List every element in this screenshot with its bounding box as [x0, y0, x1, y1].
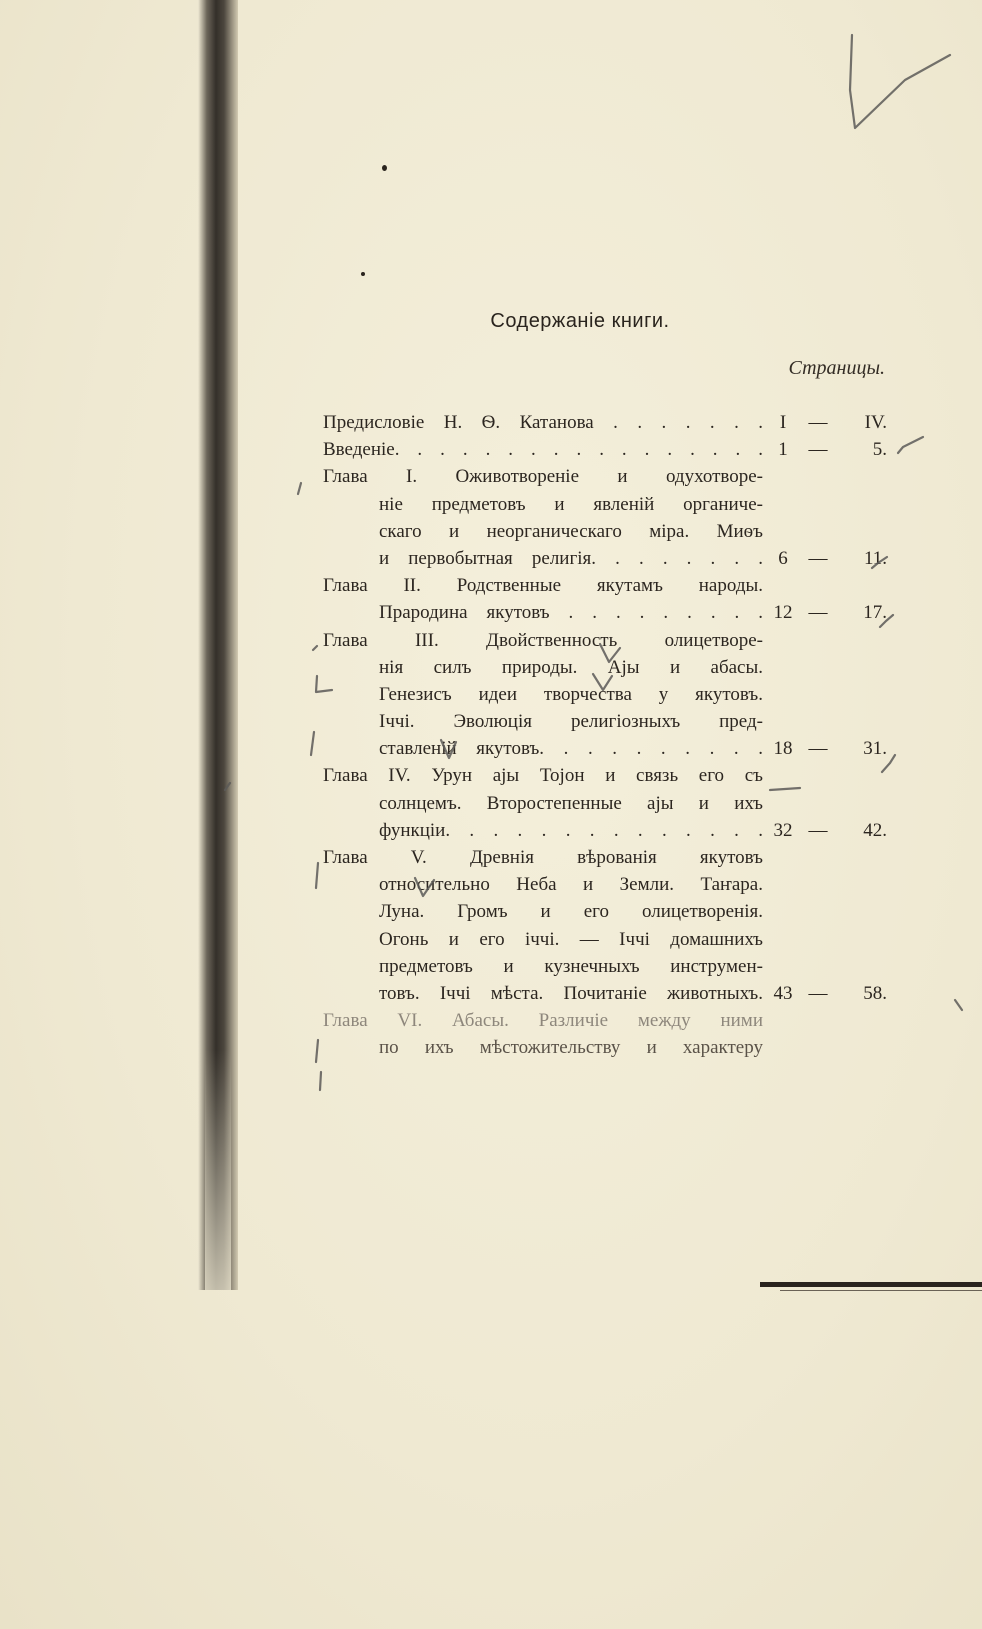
toc-entry-line	[323, 708, 893, 735]
toc-entry-text: Глава I. Оживотвореніе и одухотворе-	[323, 466, 763, 488]
toc-page-dash: —	[808, 602, 828, 624]
toc-page-start: 12	[773, 602, 793, 624]
toc-page-dash: —	[808, 547, 828, 569]
toc-entry-text: относительно Неба и Земли. Таҥара.	[379, 874, 763, 896]
toc-entry-text: товъ. Іччі мѣста. Почитаніе животныхъ.	[379, 982, 763, 1004]
toc-entry-text: Іччі. Эволюція религіозныхъ пред-	[379, 711, 763, 733]
toc-entry-line	[323, 627, 893, 654]
toc-entry-text: скаго и неорганическаго міра. Миѳъ	[379, 520, 763, 542]
toc-page-end: IV.	[864, 412, 887, 433]
toc-entry-text: функціи. . . . . . . . . . . . . .	[379, 819, 763, 841]
toc-entry-text: Глава VI. Абасы. Различіе между ними	[323, 1010, 763, 1032]
toc-entry-line	[323, 545, 893, 572]
ink-speck	[382, 165, 387, 171]
table-of-contents	[323, 409, 893, 1062]
toc-entry-text: Глава V. Древнія вѣрованія якутовъ	[323, 847, 763, 868]
toc-entry-line	[323, 491, 893, 518]
toc-page-end: 11.	[863, 547, 887, 569]
toc-entry-line	[323, 926, 893, 953]
toc-entry-line	[323, 817, 893, 844]
toc-page-start: 1	[778, 439, 788, 461]
toc-page-start: 43	[773, 982, 793, 1004]
toc-entry-text: ніе предметовъ и явленій органиче-	[379, 493, 763, 515]
toc-entry-text: Глава II. Родственные якутамъ народы.	[323, 575, 763, 597]
toc-page-dash: —	[808, 819, 828, 841]
toc-entry-text: Предисловіе Н. Ѳ. Катанова . . . . . . .	[323, 412, 763, 433]
toc-entry-text: нія силъ природы. Аjы и абасы.	[379, 656, 763, 678]
toc-entry-text: Глава III. Двойственность олицетворе-	[323, 629, 763, 651]
page-title: Содержаніе книги.	[490, 310, 670, 332]
toc-entry-line	[323, 1007, 893, 1034]
toc-page-end: 5.	[872, 439, 887, 461]
toc-entry-text: Луна. Громъ и его олицетворенія.	[379, 901, 763, 923]
toc-entry-line	[323, 518, 893, 545]
toc-page-start: I	[779, 412, 787, 433]
toc-entry-text: Прародина якутовъ . . . . . . . . .	[379, 602, 763, 624]
toc-page-end: 58.	[863, 982, 887, 1004]
toc-entry-line	[323, 463, 893, 490]
toc-entry-text: Генезисъ идеи творчества у якутовъ.	[379, 683, 763, 705]
toc-entry-text: Введеніе. . . . . . . . . . . . . . . . .	[323, 439, 763, 461]
toc-page-dash: —	[808, 412, 828, 433]
toc-page-end: 17.	[863, 602, 887, 624]
toc-entry-line	[323, 762, 893, 789]
toc-entry-line	[323, 790, 893, 817]
toc-page-dash: —	[808, 982, 828, 1004]
toc-entry-line	[323, 599, 893, 626]
toc-entry-text: предметовъ и кузнечныхъ инструмен-	[379, 955, 763, 977]
ink-speck	[361, 272, 365, 276]
horizontal-rule	[760, 1282, 982, 1287]
toc-entry-text: Глава IV. Урун аjы Тоjон и связь его съ	[323, 765, 763, 787]
toc-entry-line	[323, 980, 893, 1007]
toc-page-dash: —	[808, 439, 828, 461]
toc-entry-line	[323, 654, 893, 681]
toc-entry-line	[323, 953, 893, 980]
toc-entry-line	[323, 681, 893, 708]
toc-entry-line	[323, 898, 893, 925]
toc-page-dash: —	[808, 738, 828, 760]
binding-fade	[205, 1050, 231, 1290]
toc-entry-text: солнцемъ. Второстепенные аjы и ихъ	[379, 792, 763, 814]
toc-entry-line	[323, 844, 893, 871]
toc-page-start: 32	[773, 819, 793, 841]
toc-page-end: 42.	[863, 819, 887, 841]
toc-entry-text: ставленій якутовъ. . . . . . . . . .	[379, 738, 763, 760]
check-mark-icon	[850, 35, 950, 128]
toc-entry-text: и первобытная религія. . . . . . . .	[379, 547, 763, 569]
toc-page-end: 31.	[863, 738, 887, 760]
toc-entry-line	[323, 735, 893, 762]
horizontal-rule-thin	[780, 1290, 982, 1291]
toc-entry-line	[323, 871, 893, 898]
toc-page-start: 6	[778, 547, 788, 569]
toc-entry-line	[323, 409, 893, 436]
toc-entry-line	[323, 436, 893, 463]
pages-column-header: Страницы.	[788, 357, 885, 379]
toc-entry-line	[323, 572, 893, 599]
toc-entry-text: по ихъ мѣстожительству и характеру	[379, 1037, 763, 1059]
toc-entry-line	[323, 1034, 893, 1061]
toc-page-start: 18	[773, 738, 793, 760]
toc-entry-text: Огонь и его іччі. — Іччі домашнихъ	[379, 928, 763, 950]
